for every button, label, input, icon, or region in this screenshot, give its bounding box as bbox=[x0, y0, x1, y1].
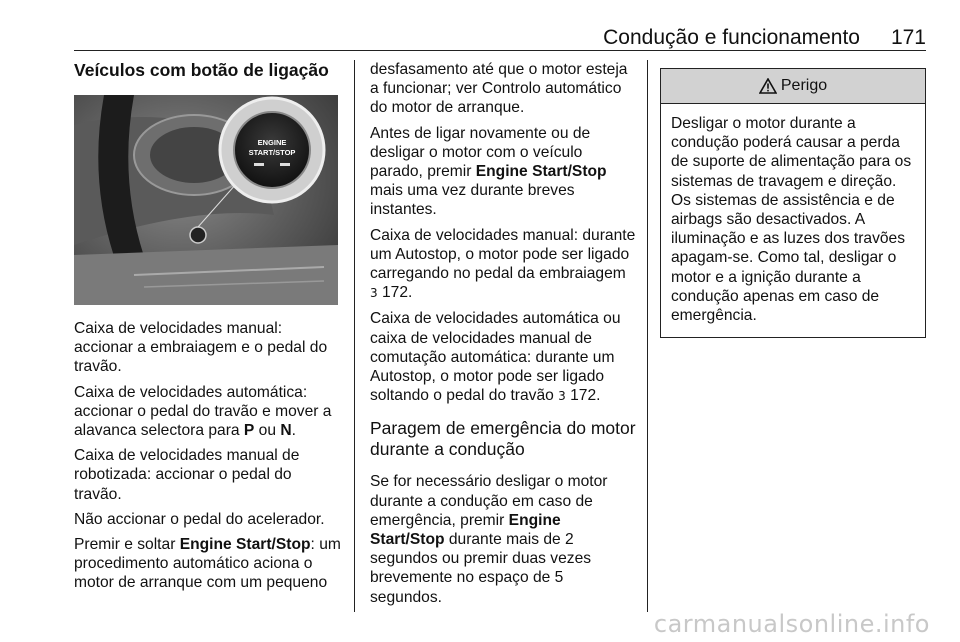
subsection-heading: Paragem de emergência do motor durante a condução bbox=[370, 418, 636, 460]
danger-text: Desligar o motor durante a condução poderá causar a perda de suporte de alimentação para os sistemas de travagem e direção. Os sistemas de assistência e de airbags são desactivados. A iluminação e as luzes dos travões apagam-se. Como tal, desligar o motor e a ignição durante a condução apenas em caso de emergência. bbox=[671, 115, 912, 325]
column-3 bbox=[660, 60, 926, 338]
button-label-engine: ENGINE bbox=[257, 138, 287, 147]
page-reference-arrow-icon: 3 bbox=[558, 389, 566, 404]
danger-title: Perigo bbox=[780, 77, 828, 95]
paragraph: Antes de ligar novamente ou de desligar o motor com o veículo parado, premir Engine Start/Stop mais uma vez durante breves instantes. bbox=[370, 124, 607, 219]
paragraph: Se for necessário desligar o motor durante a condução em caso de emergência, premir Engine Start/Stop durante mais de 2 segundos ou premir duas vezes brevemente no espaço de 5 segundos. bbox=[370, 473, 608, 606]
paragraph: Caixa de velocidades automática ou caixa de velocidades manual de comutação automática: durante um Autostop, o motor pode ser ligado soltando o pedal do travão 3 172. bbox=[370, 310, 621, 405]
page-reference-arrow-icon: 3 bbox=[370, 286, 378, 301]
paragraph: desfasamento até que o motor esteja a funcionar; ver Controlo automático do motor de arranque. bbox=[370, 61, 628, 117]
paragraph: Caixa de velocidades manual: accionar a embraiagem e o pedal do travão. bbox=[74, 320, 328, 376]
danger-header bbox=[661, 69, 925, 104]
engine-start-button-photo bbox=[74, 95, 338, 305]
section-heading: Veículos com botão de ligação bbox=[74, 60, 329, 80]
column-2 bbox=[370, 60, 636, 613]
column-1 bbox=[74, 60, 342, 599]
column-divider-2 bbox=[647, 60, 648, 612]
warning-triangle-icon bbox=[759, 78, 777, 94]
chapter-title: Condução e funcionamento bbox=[603, 26, 860, 49]
paragraph: Caixa de velocidades manual de robotizada: accionar o pedal do travão. bbox=[74, 447, 300, 503]
danger-box bbox=[660, 68, 926, 338]
watermark: carmanualsonline.info bbox=[653, 610, 930, 638]
paragraph: Premir e soltar Engine Start/Stop: um procedimento automático aciona o motor de arranque com um pequeno bbox=[74, 536, 341, 592]
page-header bbox=[74, 26, 926, 50]
page-reference-link[interactable]: 172. bbox=[570, 387, 601, 405]
paragraph: Caixa de velocidades manual: durante um Autostop, o motor pode ser ligado carregando no pedal da embraiagem 3 172. bbox=[370, 226, 636, 302]
paragraph: Não accionar o pedal do acelerador. bbox=[74, 510, 325, 528]
page-reference-link[interactable]: 172. bbox=[381, 284, 413, 302]
paragraph: Caixa de velocidades automática: accionar o pedal do travão e mover a alavanca selectora para P ou N. bbox=[74, 383, 332, 440]
column-divider-1 bbox=[354, 60, 355, 612]
header-divider bbox=[74, 50, 926, 51]
button-label-startstop: START/STOP bbox=[248, 148, 296, 157]
page-number: 171 bbox=[890, 26, 926, 49]
